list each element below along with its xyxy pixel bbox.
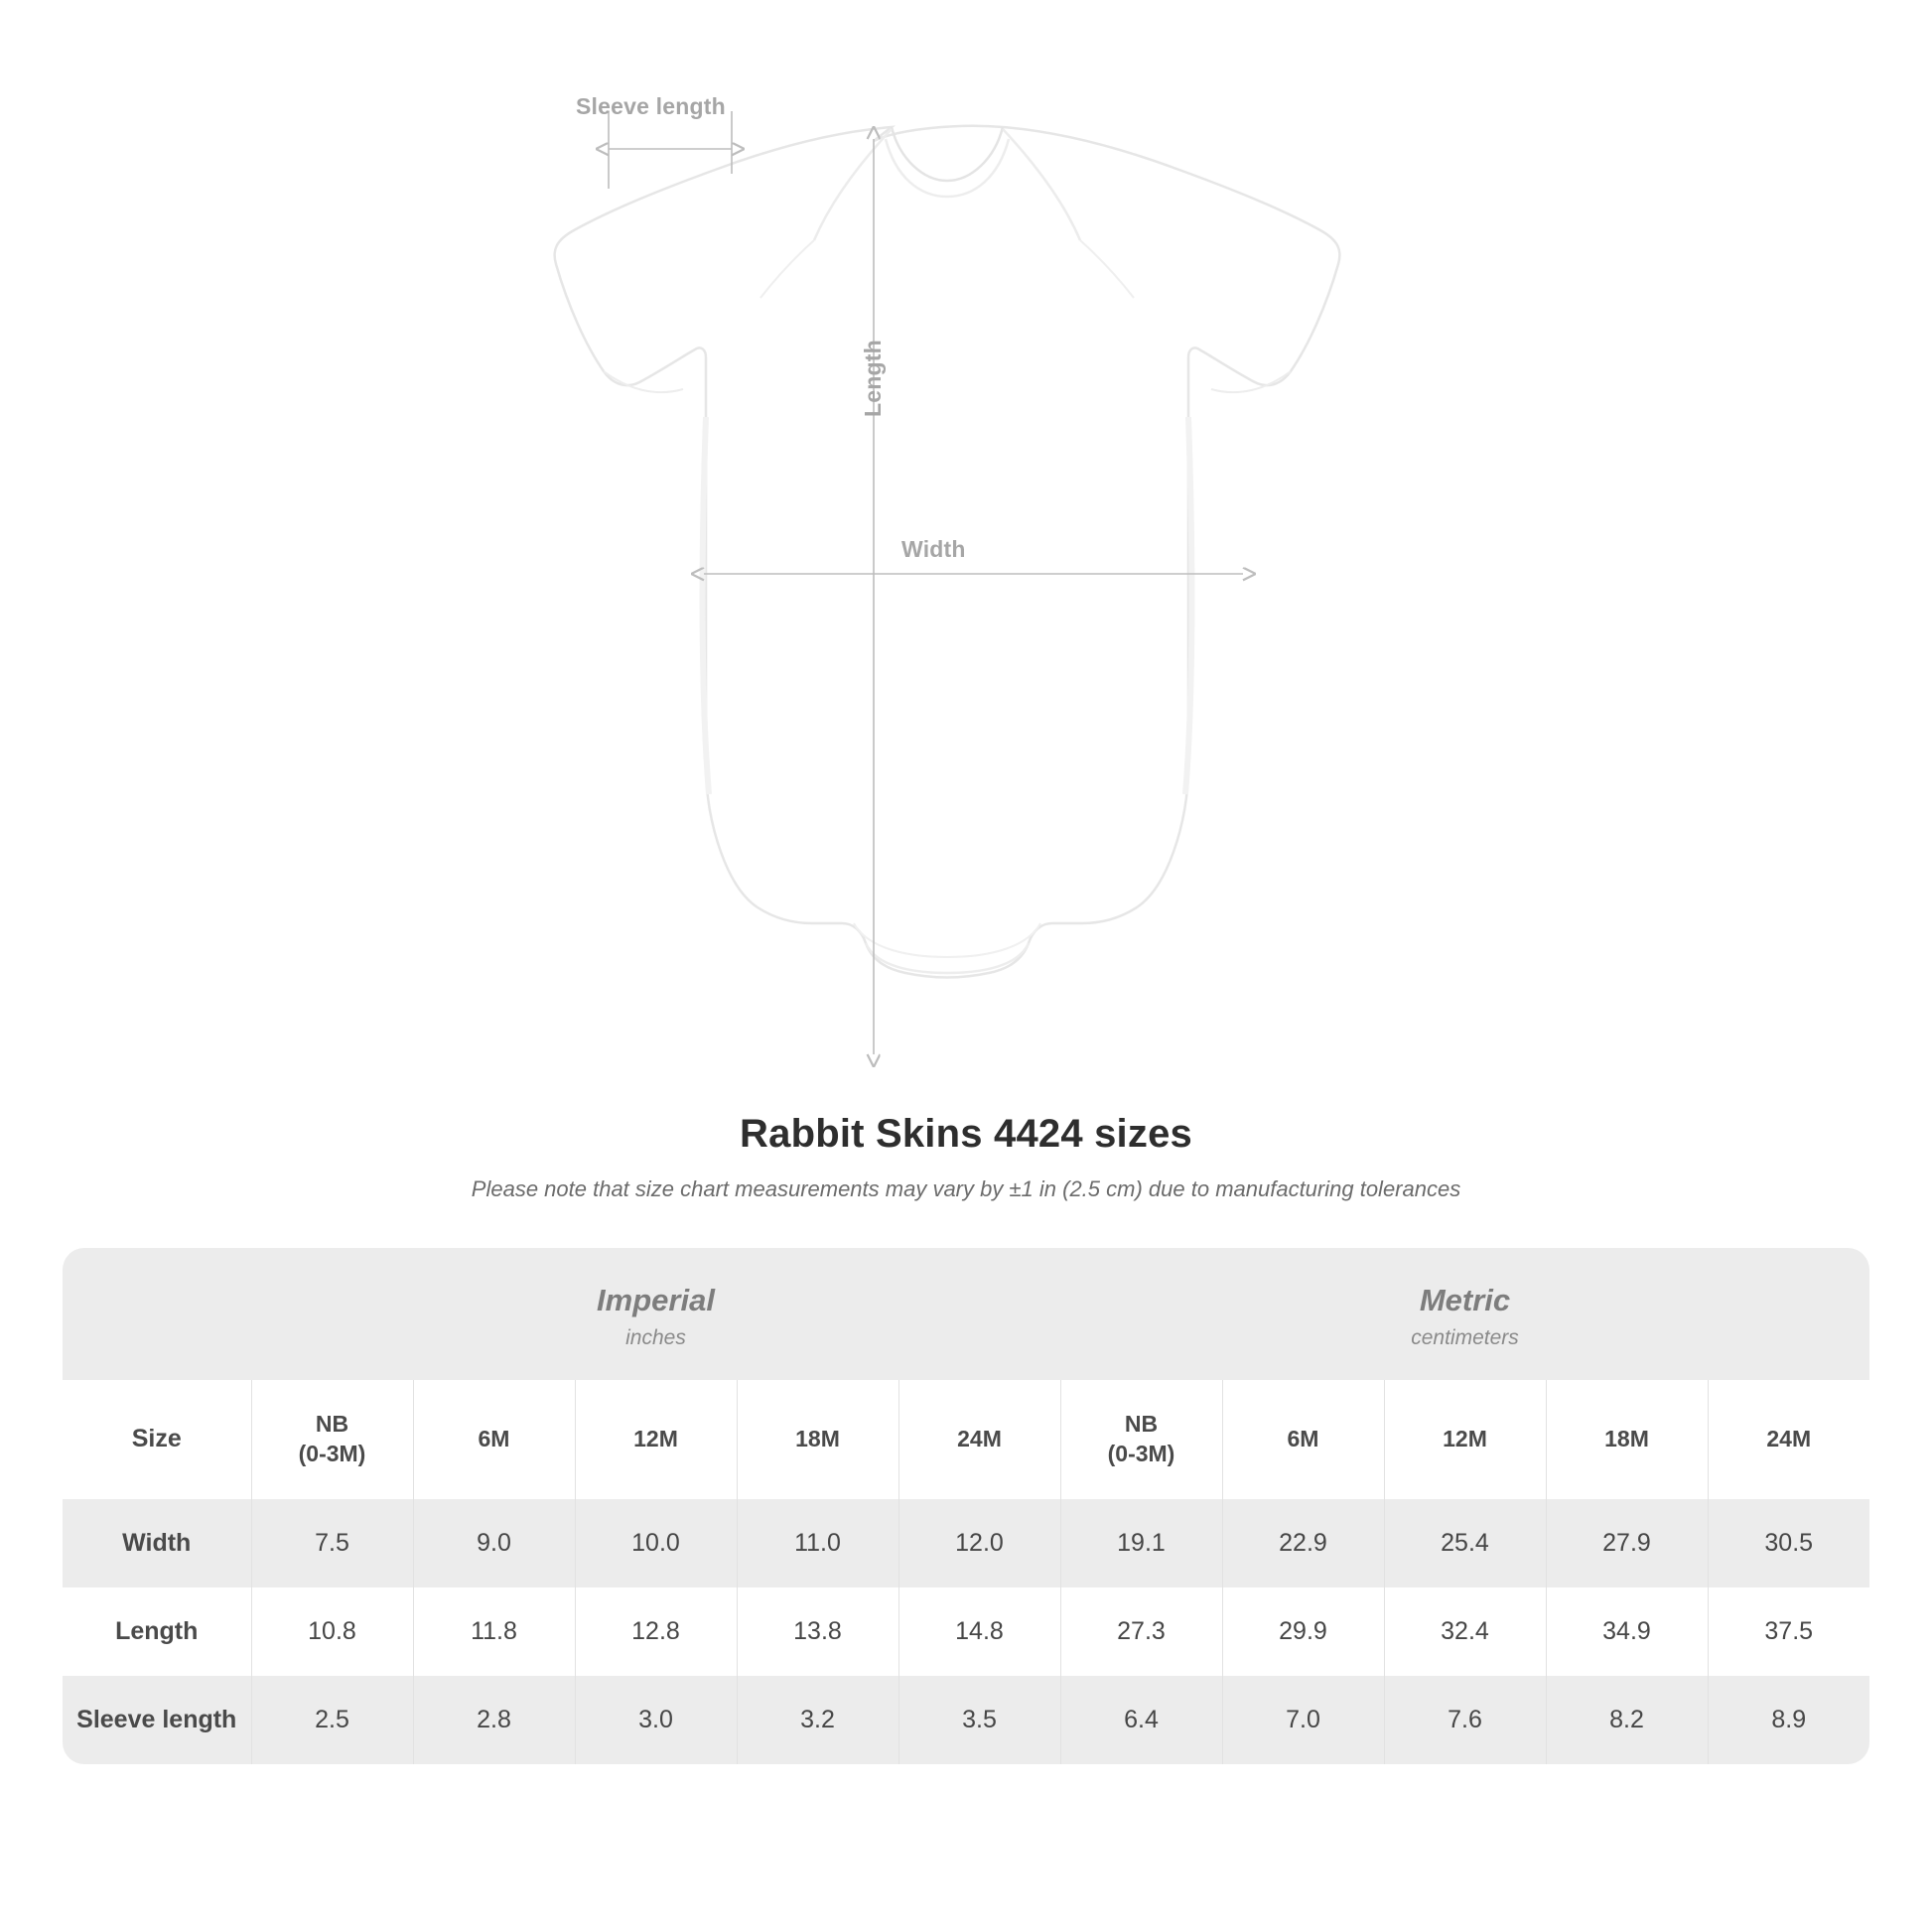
table-row: [63, 1676, 1869, 1764]
header-col-3: 18M: [737, 1380, 898, 1499]
header-col-4: 24M: [898, 1380, 1060, 1499]
tolerance-note: Please note that size chart measurements may vary by ±1 in (2.5 cm) due to manufacturing tolerances: [471, 1176, 1461, 1201]
cell-sleeve-9: 8.9: [1708, 1676, 1869, 1764]
title-block: [0, 1112, 1932, 1202]
row-label-sleeve-length: Sleeve length: [63, 1676, 251, 1764]
sleeve-length-label: Sleeve length: [576, 93, 726, 119]
length-label: Length: [860, 340, 886, 417]
page-title: Rabbit Skins 4424 sizes: [740, 1112, 1192, 1156]
cell-sleeve-6: 7.0: [1222, 1676, 1384, 1764]
cell-sleeve-5: 6.4: [1060, 1676, 1222, 1764]
unit-group-imperial-name: Imperial: [597, 1283, 715, 1317]
unit-spacer: [63, 1248, 251, 1380]
cell-length-5: 27.3: [1060, 1587, 1222, 1676]
table-row: [63, 1587, 1869, 1676]
cell-width-8: 27.9: [1546, 1499, 1708, 1587]
cell-length-6: 29.9: [1222, 1587, 1384, 1676]
cell-length-3: 13.8: [737, 1587, 898, 1676]
header-col-5: [1060, 1380, 1222, 1499]
size-table-container: [63, 1248, 1869, 1764]
row-label-length: Length: [63, 1587, 251, 1676]
cell-length-9: 37.5: [1708, 1587, 1869, 1676]
header-size: Size: [63, 1380, 251, 1499]
unit-group-metric-sub: centimeters: [1411, 1325, 1519, 1349]
header-col-0-bottom: (0-3M): [298, 1440, 366, 1466]
column-header-row: [63, 1380, 1869, 1499]
row-label-width: Width: [63, 1499, 251, 1587]
header-col-5-bottom: (0-3M): [1107, 1440, 1175, 1466]
unit-group-metric-name: Metric: [1419, 1283, 1511, 1317]
cell-width-5: 19.1: [1060, 1499, 1222, 1587]
cell-length-1: 11.8: [413, 1587, 575, 1676]
cell-sleeve-8: 8.2: [1546, 1676, 1708, 1764]
cell-width-6: 22.9: [1222, 1499, 1384, 1587]
size-table: [63, 1248, 1869, 1764]
cell-sleeve-2: 3.0: [575, 1676, 737, 1764]
unit-group-imperial: [251, 1248, 1060, 1380]
cell-width-9: 30.5: [1708, 1499, 1869, 1587]
cell-width-2: 10.0: [575, 1499, 737, 1587]
cell-sleeve-4: 3.5: [898, 1676, 1060, 1764]
cell-length-0: 10.8: [251, 1587, 413, 1676]
cell-sleeve-0: 2.5: [251, 1676, 413, 1764]
table-row: [63, 1499, 1869, 1587]
cell-length-7: 32.4: [1384, 1587, 1546, 1676]
header-col-0: [251, 1380, 413, 1499]
cell-width-0: 7.5: [251, 1499, 413, 1587]
header-col-9: 24M: [1708, 1380, 1869, 1499]
header-col-6: 6M: [1222, 1380, 1384, 1499]
header-col-0-top: NB: [315, 1410, 349, 1437]
cell-sleeve-3: 3.2: [737, 1676, 898, 1764]
cell-sleeve-7: 7.6: [1384, 1676, 1546, 1764]
unit-group-imperial-sub: inches: [625, 1325, 686, 1349]
cell-sleeve-1: 2.8: [413, 1676, 575, 1764]
cell-width-4: 12.0: [898, 1499, 1060, 1587]
header-col-8: 18M: [1546, 1380, 1708, 1499]
header-col-7: 12M: [1384, 1380, 1546, 1499]
cell-length-4: 14.8: [898, 1587, 1060, 1676]
unit-group-metric: [1060, 1248, 1869, 1380]
cell-length-8: 34.9: [1546, 1587, 1708, 1676]
width-label: Width: [901, 536, 966, 562]
cell-width-7: 25.4: [1384, 1499, 1546, 1587]
header-col-2: 12M: [575, 1380, 737, 1499]
cell-width-3: 11.0: [737, 1499, 898, 1587]
header-col-1: 6M: [413, 1380, 575, 1499]
cell-length-2: 12.8: [575, 1587, 737, 1676]
cell-width-1: 9.0: [413, 1499, 575, 1587]
header-col-5-top: NB: [1124, 1410, 1159, 1437]
unit-group-row: [63, 1248, 1869, 1380]
